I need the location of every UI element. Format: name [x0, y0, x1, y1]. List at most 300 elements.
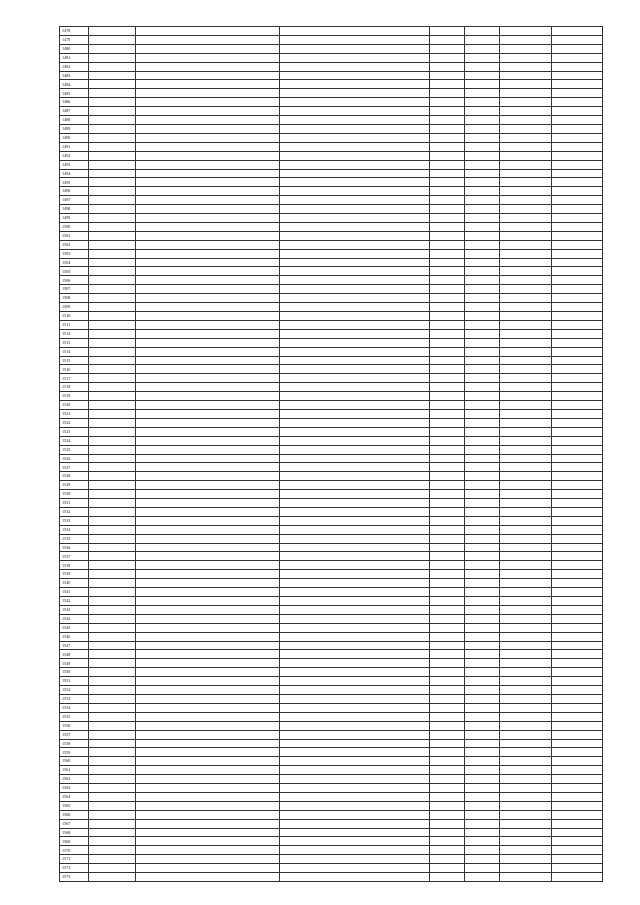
address-cell: [280, 784, 430, 793]
table-row: [60, 730, 603, 739]
value-a-cell: [430, 668, 465, 677]
value-a-cell: [430, 294, 465, 303]
code-cell: [89, 730, 136, 739]
code-cell: [89, 303, 136, 312]
status-cell: [500, 169, 552, 178]
row-number-cell: 1525: [60, 445, 89, 454]
status-cell: [500, 507, 552, 516]
address-cell: [280, 383, 430, 392]
value-a-cell: [430, 320, 465, 329]
status-cell: [500, 133, 552, 142]
table-row: [60, 712, 603, 721]
table-row: [60, 775, 603, 784]
row-number-cell: 1496: [60, 187, 89, 196]
note-cell: [552, 855, 603, 864]
code-cell: [89, 35, 136, 44]
value-a-cell: [430, 686, 465, 695]
row-number-cell: 1549: [60, 659, 89, 668]
value-b-cell: [465, 436, 500, 445]
row-number-cell: 1492: [60, 151, 89, 160]
code-cell: [89, 516, 136, 525]
value-a-cell: [430, 427, 465, 436]
row-number-cell: 1534: [60, 525, 89, 534]
status-cell: [500, 35, 552, 44]
note-cell: [552, 614, 603, 623]
status-cell: [500, 525, 552, 534]
status-cell: [500, 276, 552, 285]
type-cell: [136, 214, 280, 223]
address-cell: [280, 427, 430, 436]
note-cell: [552, 294, 603, 303]
value-b-cell: [465, 694, 500, 703]
status-cell: [500, 240, 552, 249]
type-cell: [136, 463, 280, 472]
status-cell: [500, 552, 552, 561]
status-cell: [500, 775, 552, 784]
table-row: [60, 445, 603, 454]
row-number-cell: 1481: [60, 53, 89, 62]
note-cell: [552, 641, 603, 650]
code-cell: [89, 124, 136, 133]
status-cell: [500, 721, 552, 730]
code-cell: [89, 107, 136, 116]
type-cell: [136, 472, 280, 481]
table-row: [60, 846, 603, 855]
type-cell: [136, 757, 280, 766]
status-cell: [500, 481, 552, 490]
type-cell: [136, 454, 280, 463]
status-cell: [500, 864, 552, 873]
type-cell: [136, 187, 280, 196]
address-cell: [280, 837, 430, 846]
status-cell: [500, 214, 552, 223]
table-row: [60, 320, 603, 329]
code-cell: [89, 294, 136, 303]
note-cell: [552, 516, 603, 525]
address-cell: [280, 748, 430, 757]
address-cell: [280, 579, 430, 588]
value-a-cell: [430, 98, 465, 107]
value-b-cell: [465, 44, 500, 53]
row-number-cell: 1557: [60, 730, 89, 739]
row-number-cell: 1570: [60, 846, 89, 855]
value-b-cell: [465, 383, 500, 392]
value-a-cell: [430, 240, 465, 249]
value-a-cell: [430, 409, 465, 418]
address-cell: [280, 258, 430, 267]
status-cell: [500, 819, 552, 828]
value-b-cell: [465, 329, 500, 338]
row-number-cell: 1533: [60, 516, 89, 525]
address-cell: [280, 294, 430, 303]
code-cell: [89, 543, 136, 552]
address-cell: [280, 205, 430, 214]
status-cell: [500, 855, 552, 864]
address-cell: [280, 659, 430, 668]
code-cell: [89, 160, 136, 169]
type-cell: [136, 231, 280, 240]
table-row: [60, 677, 603, 686]
value-b-cell: [465, 249, 500, 258]
note-cell: [552, 35, 603, 44]
table-row: [60, 338, 603, 347]
address-cell: [280, 730, 430, 739]
code-cell: [89, 828, 136, 837]
value-b-cell: [465, 757, 500, 766]
type-cell: [136, 365, 280, 374]
type-cell: [136, 775, 280, 784]
note-cell: [552, 347, 603, 356]
note-cell: [552, 329, 603, 338]
table-row: [60, 312, 603, 321]
code-cell: [89, 356, 136, 365]
code-cell: [89, 53, 136, 62]
address-cell: [280, 178, 430, 187]
table-row: [60, 240, 603, 249]
value-a-cell: [430, 605, 465, 614]
row-number-cell: 1512: [60, 329, 89, 338]
value-b-cell: [465, 472, 500, 481]
note-cell: [552, 766, 603, 775]
type-cell: [136, 338, 280, 347]
code-cell: [89, 792, 136, 801]
type-cell: [136, 864, 280, 873]
status-cell: [500, 632, 552, 641]
table-row: [60, 597, 603, 606]
status-cell: [500, 579, 552, 588]
status-cell: [500, 605, 552, 614]
type-cell: [136, 178, 280, 187]
code-cell: [89, 178, 136, 187]
code-cell: [89, 392, 136, 401]
value-a-cell: [430, 846, 465, 855]
address-cell: [280, 222, 430, 231]
code-cell: [89, 490, 136, 499]
type-cell: [136, 356, 280, 365]
note-cell: [552, 525, 603, 534]
address-cell: [280, 187, 430, 196]
value-b-cell: [465, 801, 500, 810]
type-cell: [136, 641, 280, 650]
row-number-cell: 1566: [60, 810, 89, 819]
type-cell: [136, 303, 280, 312]
value-b-cell: [465, 445, 500, 454]
note-cell: [552, 775, 603, 784]
note-cell: [552, 401, 603, 410]
status-cell: [500, 454, 552, 463]
status-cell: [500, 62, 552, 71]
value-a-cell: [430, 231, 465, 240]
value-a-cell: [430, 365, 465, 374]
value-b-cell: [465, 499, 500, 508]
row-number-cell: 1561: [60, 766, 89, 775]
status-cell: [500, 285, 552, 294]
status-cell: [500, 320, 552, 329]
row-number-cell: 1478: [60, 27, 89, 36]
code-cell: [89, 347, 136, 356]
value-a-cell: [430, 463, 465, 472]
value-a-cell: [430, 35, 465, 44]
row-number-cell: 1567: [60, 819, 89, 828]
address-cell: [280, 516, 430, 525]
row-number-cell: 1503: [60, 249, 89, 258]
row-number-cell: 1564: [60, 792, 89, 801]
table-row: [60, 686, 603, 695]
address-cell: [280, 35, 430, 44]
value-b-cell: [465, 864, 500, 873]
table-row: [60, 124, 603, 133]
row-number-cell: 1540: [60, 579, 89, 588]
status-cell: [500, 730, 552, 739]
row-number-cell: 1537: [60, 552, 89, 561]
address-cell: [280, 445, 430, 454]
type-cell: [136, 285, 280, 294]
address-cell: [280, 133, 430, 142]
note-cell: [552, 543, 603, 552]
address-cell: [280, 303, 430, 312]
note-cell: [552, 668, 603, 677]
code-cell: [89, 418, 136, 427]
type-cell: [136, 116, 280, 125]
row-number-cell: 1553: [60, 694, 89, 703]
value-a-cell: [430, 27, 465, 36]
value-b-cell: [465, 71, 500, 80]
note-cell: [552, 801, 603, 810]
value-a-cell: [430, 819, 465, 828]
type-cell: [136, 374, 280, 383]
row-number-cell: 1535: [60, 534, 89, 543]
value-b-cell: [465, 178, 500, 187]
address-cell: [280, 525, 430, 534]
table-row: [60, 294, 603, 303]
value-a-cell: [430, 525, 465, 534]
row-number-cell: 1482: [60, 62, 89, 71]
value-a-cell: [430, 490, 465, 499]
address-cell: [280, 819, 430, 828]
value-b-cell: [465, 392, 500, 401]
table-row: [60, 668, 603, 677]
note-cell: [552, 160, 603, 169]
code-cell: [89, 436, 136, 445]
type-cell: [136, 418, 280, 427]
type-cell: [136, 703, 280, 712]
note-cell: [552, 303, 603, 312]
value-b-cell: [465, 552, 500, 561]
table-row: [60, 801, 603, 810]
value-b-cell: [465, 534, 500, 543]
code-cell: [89, 552, 136, 561]
value-b-cell: [465, 490, 500, 499]
value-a-cell: [430, 383, 465, 392]
type-cell: [136, 427, 280, 436]
value-a-cell: [430, 472, 465, 481]
note-cell: [552, 365, 603, 374]
note-cell: [552, 507, 603, 516]
status-cell: [500, 44, 552, 53]
row-number-cell: 1517: [60, 374, 89, 383]
value-a-cell: [430, 267, 465, 276]
address-cell: [280, 160, 430, 169]
note-cell: [552, 240, 603, 249]
note-cell: [552, 828, 603, 837]
row-number-cell: 1502: [60, 240, 89, 249]
code-cell: [89, 784, 136, 793]
value-b-cell: [465, 703, 500, 712]
value-b-cell: [465, 792, 500, 801]
code-cell: [89, 579, 136, 588]
row-number-cell: 1559: [60, 748, 89, 757]
address-cell: [280, 249, 430, 258]
code-cell: [89, 169, 136, 178]
note-cell: [552, 142, 603, 151]
address-cell: [280, 169, 430, 178]
row-number-cell: 1504: [60, 258, 89, 267]
row-number-cell: 1487: [60, 107, 89, 116]
note-cell: [552, 739, 603, 748]
table-row: [60, 374, 603, 383]
type-cell: [136, 44, 280, 53]
address-cell: [280, 792, 430, 801]
status-cell: [500, 677, 552, 686]
note-cell: [552, 748, 603, 757]
note-cell: [552, 552, 603, 561]
table-row: [60, 27, 603, 36]
table-row: [60, 196, 603, 205]
address-cell: [280, 418, 430, 427]
address-cell: [280, 846, 430, 855]
type-cell: [136, 294, 280, 303]
note-cell: [552, 356, 603, 365]
table-row: [60, 160, 603, 169]
row-number-cell: 1519: [60, 392, 89, 401]
status-cell: [500, 650, 552, 659]
code-cell: [89, 605, 136, 614]
address-cell: [280, 267, 430, 276]
value-a-cell: [430, 534, 465, 543]
value-b-cell: [465, 53, 500, 62]
table-row: [60, 249, 603, 258]
table-row: [60, 178, 603, 187]
type-cell: [136, 792, 280, 801]
table-row: [60, 44, 603, 53]
row-number-cell: 1551: [60, 677, 89, 686]
value-a-cell: [430, 757, 465, 766]
type-cell: [136, 258, 280, 267]
note-cell: [552, 27, 603, 36]
code-cell: [89, 801, 136, 810]
row-number-cell: 1572: [60, 864, 89, 873]
row-number-cell: 1516: [60, 365, 89, 374]
value-a-cell: [430, 187, 465, 196]
table-row: [60, 205, 603, 214]
table-row: [60, 837, 603, 846]
note-cell: [552, 588, 603, 597]
value-b-cell: [465, 214, 500, 223]
address-cell: [280, 401, 430, 410]
note-cell: [552, 570, 603, 579]
code-cell: [89, 133, 136, 142]
row-number-cell: 1554: [60, 703, 89, 712]
table-row: [60, 80, 603, 89]
value-b-cell: [465, 614, 500, 623]
table-row: [60, 409, 603, 418]
type-cell: [136, 169, 280, 178]
row-number-cell: 1486: [60, 98, 89, 107]
type-cell: [136, 543, 280, 552]
note-cell: [552, 320, 603, 329]
code-cell: [89, 151, 136, 160]
address-cell: [280, 614, 430, 623]
address-cell: [280, 142, 430, 151]
code-cell: [89, 329, 136, 338]
address-cell: [280, 27, 430, 36]
table-row: [60, 721, 603, 730]
value-b-cell: [465, 819, 500, 828]
type-cell: [136, 712, 280, 721]
table-row: [60, 543, 603, 552]
table-row: [60, 570, 603, 579]
status-cell: [500, 187, 552, 196]
note-cell: [552, 312, 603, 321]
table-row: [60, 757, 603, 766]
note-cell: [552, 222, 603, 231]
row-number-cell: 1485: [60, 89, 89, 98]
value-a-cell: [430, 329, 465, 338]
code-cell: [89, 748, 136, 757]
type-cell: [136, 107, 280, 116]
value-a-cell: [430, 739, 465, 748]
type-cell: [136, 409, 280, 418]
note-cell: [552, 249, 603, 258]
code-cell: [89, 365, 136, 374]
value-a-cell: [430, 418, 465, 427]
value-a-cell: [430, 730, 465, 739]
value-b-cell: [465, 784, 500, 793]
address-cell: [280, 116, 430, 125]
code-cell: [89, 623, 136, 632]
status-cell: [500, 231, 552, 240]
type-cell: [136, 240, 280, 249]
row-number-cell: 1524: [60, 436, 89, 445]
type-cell: [136, 650, 280, 659]
row-number-cell: 1491: [60, 142, 89, 151]
row-number-cell: 1571: [60, 855, 89, 864]
row-number-cell: 1522: [60, 418, 89, 427]
table-row: [60, 650, 603, 659]
value-b-cell: [465, 766, 500, 775]
value-a-cell: [430, 659, 465, 668]
code-cell: [89, 98, 136, 107]
status-cell: [500, 107, 552, 116]
table-row: [60, 222, 603, 231]
status-cell: [500, 374, 552, 383]
address-cell: [280, 89, 430, 98]
row-number-cell: 1573: [60, 873, 89, 882]
code-cell: [89, 44, 136, 53]
value-b-cell: [465, 80, 500, 89]
value-a-cell: [430, 552, 465, 561]
value-b-cell: [465, 356, 500, 365]
address-cell: [280, 623, 430, 632]
address-cell: [280, 543, 430, 552]
table-row: [60, 632, 603, 641]
value-a-cell: [430, 151, 465, 160]
status-cell: [500, 427, 552, 436]
status-cell: [500, 766, 552, 775]
value-a-cell: [430, 401, 465, 410]
table-row: [60, 703, 603, 712]
value-a-cell: [430, 276, 465, 285]
